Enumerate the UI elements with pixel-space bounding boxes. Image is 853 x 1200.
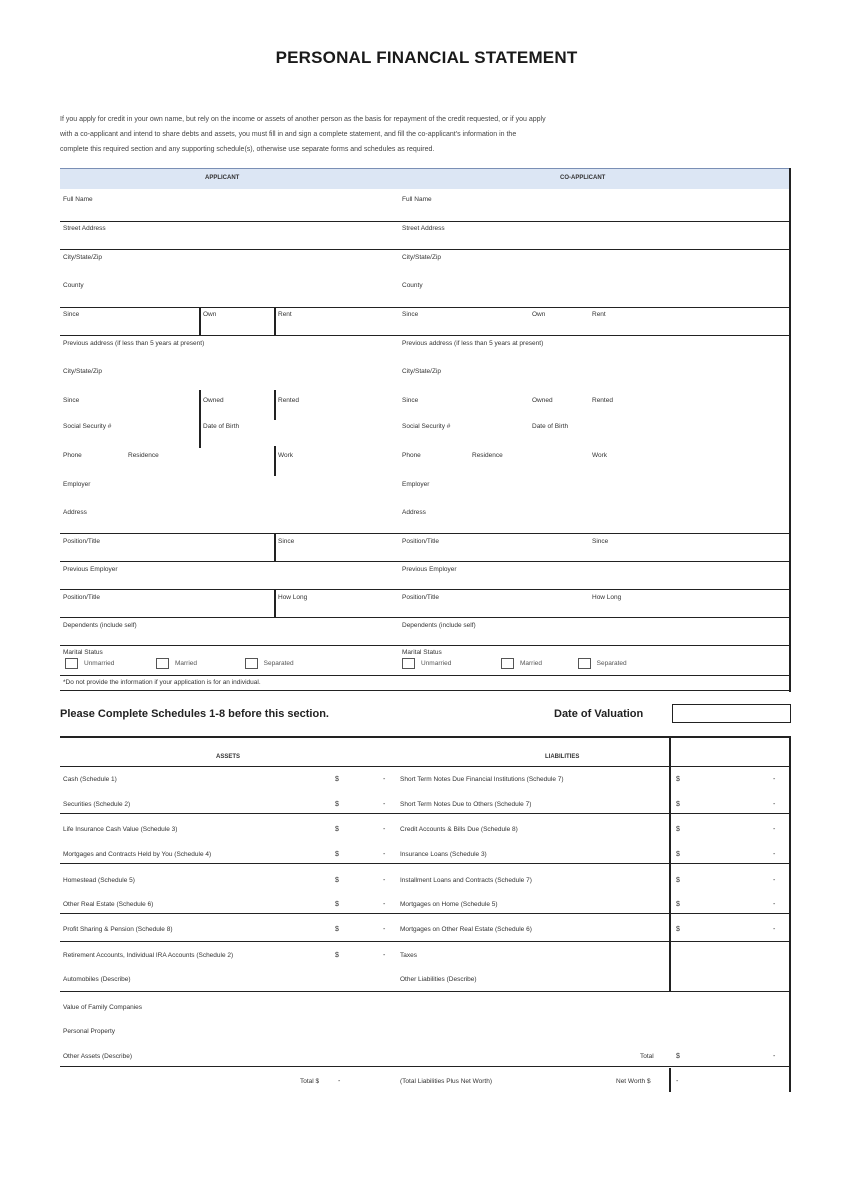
co-position-title-label: Position/Title [402, 538, 439, 545]
cell-divider [199, 390, 201, 448]
employer-label: Employer [63, 481, 91, 488]
total-assets-label: Total $ [300, 1078, 320, 1085]
street-address-label: Street Address [63, 225, 106, 232]
liability-value: - [773, 926, 776, 933]
cell-divider [199, 307, 201, 335]
cell-divider [274, 446, 276, 476]
co-dependents-label: Dependents (include self) [402, 622, 476, 629]
table-right-border [789, 168, 791, 692]
liability-value: - [773, 877, 776, 884]
row-divider [60, 863, 791, 864]
liability-installment-loans-label: Installment Loans and Contracts (Schedule 7) [400, 877, 532, 884]
co-marital-status-label: Marital Status [402, 649, 442, 656]
liability-credit-accounts-label: Credit Accounts & Bills Due (Schedule 8) [400, 826, 518, 833]
liability-currency: $ [676, 926, 680, 933]
liabilities-header: LIABILITIES [545, 754, 580, 760]
asset-cash-label: Cash (Schedule 1) [63, 776, 117, 783]
asset-currency: $ [335, 926, 339, 933]
liability-value-divider [669, 736, 671, 992]
liability-insurance-loans-label: Insurance Loans (Schedule 3) [400, 851, 487, 858]
asset-currency: $ [335, 801, 339, 808]
asset-currency: $ [335, 776, 339, 783]
co-separated-label: Separated [596, 660, 627, 668]
date-of-birth-label: Date of Birth [203, 423, 240, 430]
co-address-label: Address [402, 509, 426, 516]
liability-currency: $ [676, 776, 680, 783]
intro-line: If you apply for credit in your own name, but rely on the income or assets of another person as the basis for repayment of the credit requested, or if you apply [60, 116, 546, 123]
liability-value: - [773, 901, 776, 908]
assets-header: ASSETS [216, 754, 241, 760]
co-married-label: Married [519, 660, 543, 668]
liability-taxes-label: Taxes [400, 952, 417, 959]
county-label: County [63, 282, 84, 289]
net-worth-label: Net Worth $ [616, 1078, 651, 1085]
row-divider [60, 690, 791, 691]
position-title-label-2: Position/Title [63, 594, 100, 601]
liability-currency: $ [676, 901, 680, 908]
separated-checkbox[interactable] [245, 658, 258, 669]
unmarried-label: Unmarried [84, 660, 115, 668]
net-worth-divider [669, 1068, 671, 1092]
how-long-label: How Long [278, 594, 308, 601]
work-label: Work [278, 452, 294, 459]
co-position-title-label-2: Position/Title [402, 594, 439, 601]
row-divider [60, 913, 791, 914]
dependents-label: Dependents (include self) [63, 622, 137, 629]
co-since-label: Since [402, 311, 419, 318]
liability-value: - [773, 776, 776, 783]
row-divider [60, 589, 791, 590]
co-previous-address-label: Previous address (if less than 5 years at present) [402, 340, 544, 347]
cell-divider [274, 390, 276, 420]
asset-value: - [383, 826, 386, 833]
co-since-label-2: Since [402, 397, 419, 404]
co-county-label: County [402, 282, 423, 289]
co-full-name-label: Full Name [402, 196, 432, 203]
asset-value: - [383, 901, 386, 908]
rented-label: Rented [278, 397, 299, 404]
total-assets-value: - [338, 1078, 341, 1085]
row-divider [60, 1066, 791, 1067]
asset-life-insurance-label: Life Insurance Cash Value (Schedule 3) [63, 826, 178, 833]
co-city-state-zip-label-2: City/State/Zip [402, 368, 442, 375]
asset-value: - [383, 926, 386, 933]
row-divider [60, 533, 791, 534]
asset-currency: $ [335, 952, 339, 959]
position-title-label: Position/Title [63, 538, 100, 545]
married-label: Married [174, 660, 198, 668]
rent-label: Rent [278, 311, 292, 318]
co-rented-label: Rented [592, 397, 613, 404]
phone-label: Phone [63, 452, 82, 459]
date-of-valuation-input[interactable] [672, 704, 791, 723]
liability-mortgage-other-label: Mortgages on Other Real Estate (Schedule 6) [400, 926, 532, 933]
asset-family-companies-label: Value of Family Companies [63, 1004, 142, 1011]
liability-currency: $ [676, 801, 680, 808]
row-divider [60, 766, 791, 767]
row-divider [60, 645, 791, 646]
previous-address-label: Previous address (if less than 5 years at present) [63, 340, 205, 347]
full-name-label: Full Name [63, 196, 93, 203]
asset-other-real-estate-label: Other Real Estate (Schedule 6) [63, 901, 154, 908]
asset-value: - [383, 776, 386, 783]
address-label: Address [63, 509, 87, 516]
liability-currency: $ [676, 826, 680, 833]
row-divider [60, 249, 791, 250]
co-unmarried-checkbox[interactable] [402, 658, 415, 669]
asset-value: - [383, 851, 386, 858]
city-state-zip-label: City/State/Zip [63, 254, 103, 261]
cell-divider [274, 307, 276, 335]
row-divider [60, 307, 791, 308]
row-divider [60, 675, 791, 676]
row-divider [60, 617, 791, 618]
liability-value: - [773, 851, 776, 858]
intro-line: with a co-applicant and intend to share debts and assets, you must fill in and sign a complete statement, and fill the co-applicant's information in the [60, 131, 517, 138]
co-previous-employer-label: Previous Employer [402, 566, 457, 573]
asset-currency: $ [335, 826, 339, 833]
since-label: Since [63, 311, 80, 318]
other-assets-total-label: Total [640, 1053, 654, 1060]
asset-homestead-label: Homestead (Schedule 5) [63, 877, 135, 884]
asset-value: - [383, 801, 386, 808]
co-date-of-birth-label: Date of Birth [532, 423, 569, 430]
liability-value: - [773, 801, 776, 808]
cell-divider [274, 533, 276, 561]
balance-right-border [789, 736, 791, 1092]
own-label: Own [203, 311, 217, 318]
row-divider [60, 221, 791, 222]
liability-mortgage-home-label: Mortgages on Home (Schedule 5) [400, 901, 498, 908]
co-city-state-zip-label: City/State/Zip [402, 254, 442, 261]
intro-text [60, 112, 600, 157]
co-employer-label: Employer [402, 481, 430, 488]
liability-value: - [773, 826, 776, 833]
liability-other-label: Other Liabilities (Describe) [400, 976, 477, 983]
asset-other-label: Other Assets (Describe) [63, 1053, 132, 1060]
asset-automobiles-label: Automobiles (Describe) [63, 976, 131, 983]
row-divider [60, 335, 791, 336]
cell-divider [274, 589, 276, 617]
unmarried-checkbox[interactable] [65, 658, 78, 669]
asset-retirement-label: Retirement Accounts, Individual IRA Accounts (Schedule 2) [63, 952, 234, 959]
complete-schedules-note: Please Complete Schedules 1-8 before this section. [60, 708, 329, 720]
marital-options-left [65, 658, 294, 669]
balance-sheet [60, 736, 791, 1092]
asset-value: - [383, 952, 386, 959]
asset-mortgages-label: Mortgages and Contracts Held by You (Schedule 4) [63, 851, 212, 858]
applicant-header [60, 168, 791, 189]
applicant-table [60, 168, 791, 692]
co-rent-label: Rent [592, 311, 606, 318]
balance-top-border [60, 736, 791, 738]
asset-currency: $ [335, 901, 339, 908]
row-divider [60, 813, 791, 814]
asset-value: - [383, 877, 386, 884]
co-work-label: Work [592, 452, 608, 459]
total-liabilities-net-worth-label: (Total Liabilities Plus Net Worth) [400, 1078, 492, 1085]
co-separated-checkbox[interactable] [578, 658, 591, 669]
co-since-label-3: Since [592, 538, 609, 545]
co-unmarried-label: Unmarried [421, 660, 452, 668]
liability-currency: $ [676, 877, 680, 884]
co-how-long-label: How Long [592, 594, 622, 601]
other-assets-total-value: - [773, 1053, 776, 1060]
since-label-2: Since [63, 397, 80, 404]
social-security-label: Social Security # [63, 423, 112, 430]
other-assets-total-currency: $ [676, 1053, 680, 1060]
city-state-zip-label-2: City/State/Zip [63, 368, 103, 375]
asset-personal-property-label: Personal Property [63, 1028, 116, 1035]
since-label-3: Since [278, 538, 295, 545]
co-phone-label: Phone [402, 452, 421, 459]
co-residence-label: Residence [472, 452, 503, 459]
row-divider [60, 941, 791, 942]
co-street-address-label: Street Address [402, 225, 445, 232]
asset-securities-label: Securities (Schedule 2) [63, 801, 131, 808]
footnote: *Do not provide the information if your application is for an individual. [63, 679, 261, 686]
applicant-header-label: APPLICANT [205, 175, 240, 181]
intro-line: complete this required section and any supporting schedule(s), otherwise use separate forms and schedules as required. [60, 146, 435, 153]
married-checkbox[interactable] [156, 658, 169, 669]
liability-currency: $ [676, 851, 680, 858]
residence-label: Residence [128, 452, 159, 459]
co-applicant-header-label: CO-APPLICANT [560, 175, 606, 181]
asset-profit-sharing-label: Profit Sharing & Pension (Schedule 8) [63, 926, 173, 933]
separated-label: Separated [263, 660, 294, 668]
marital-status-label: Marital Status [63, 649, 103, 656]
liability-notes-financial-label: Short Term Notes Due Financial Institutions (Schedule 7) [400, 776, 564, 783]
page-title: PERSONAL FINANCIAL STATEMENT [275, 48, 578, 67]
co-social-security-label: Social Security # [402, 423, 451, 430]
row-divider [60, 991, 791, 992]
previous-employer-label: Previous Employer [63, 566, 118, 573]
co-married-checkbox[interactable] [501, 658, 514, 669]
asset-currency: $ [335, 851, 339, 858]
asset-currency: $ [335, 877, 339, 884]
co-own-label: Own [532, 311, 546, 318]
owned-label: Owned [203, 397, 224, 404]
marital-options-right [402, 658, 627, 669]
date-of-valuation-label: Date of Valuation [554, 708, 644, 720]
co-owned-label: Owned [532, 397, 553, 404]
row-divider [60, 561, 791, 562]
liability-notes-others-label: Short Term Notes Due to Others (Schedule 7) [400, 801, 532, 808]
net-worth-value: - [676, 1078, 679, 1085]
